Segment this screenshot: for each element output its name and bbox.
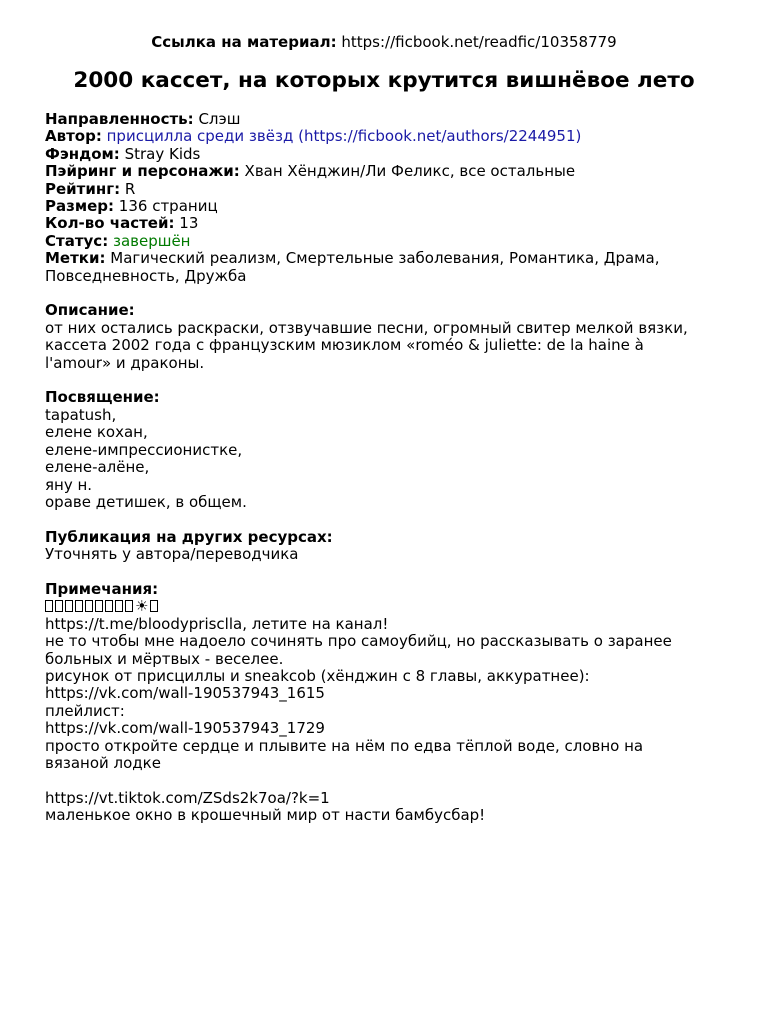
- sun-icon: ☀: [135, 597, 149, 616]
- fandom-row: [45, 146, 725, 163]
- notes-line: рисунок от присциллы и sneakcob (хёнджин с 8 главы, аккуратнее):: [45, 666, 590, 685]
- missing-glyph-box-icon: [125, 600, 133, 612]
- parts-row: [45, 215, 725, 232]
- rating-row: [45, 181, 725, 198]
- pairing-value: Хван Хёнджин/Ли Феликс, все остальные: [244, 162, 576, 181]
- status-row: [45, 233, 725, 250]
- notes-line: https://vk.com/wall-190537943_1729: [45, 719, 325, 738]
- notes-line: маленькое окно в крошечный мир от насти бамбусбар!: [45, 806, 486, 825]
- tags-value-line2: Повседневность, Дружба: [45, 266, 247, 285]
- missing-glyph-box-icon: [115, 600, 123, 612]
- parts-value: 13: [179, 214, 199, 233]
- spacer: [45, 772, 725, 789]
- author-row: [45, 128, 725, 145]
- status-label: Статус:: [45, 231, 109, 250]
- dedication-line: tapatush,: [45, 405, 117, 424]
- spacer: [45, 372, 725, 389]
- spacer: [45, 285, 725, 302]
- notes-label: Примечания:: [45, 579, 159, 598]
- missing-glyph-box-icon: [95, 600, 103, 612]
- publication-label: Публикация на других ресурсах:: [45, 527, 333, 546]
- tags-value-line1: Магический реализм, Смертельные заболевания, Романтика, Драма,: [110, 249, 660, 268]
- size-label: Размер:: [45, 197, 115, 216]
- missing-glyph-box-icon: [45, 600, 53, 612]
- notes-line: https://vk.com/wall-190537943_1615: [45, 684, 325, 703]
- pairing-label: Пэйринг и персонажи:: [45, 162, 240, 181]
- missing-glyph-row: [45, 598, 725, 615]
- rating-label: Рейтинг:: [45, 179, 121, 198]
- tags-row: [45, 250, 725, 267]
- direction-label: Направленность:: [45, 110, 194, 128]
- pairing-row: [45, 163, 725, 180]
- description-line: от них остались раскраски, отзвучавшие песни, огромный свитер мелкой вязки,: [45, 318, 688, 337]
- source-line: [0, 33, 768, 51]
- notes-line: https://t.me/bloodyprisclla, летите на канал!: [45, 614, 389, 633]
- work-title: 2000 кассет, на которых крутится вишнёвое лето: [73, 68, 695, 93]
- parts-label: Кол-во частей:: [45, 214, 175, 233]
- description-line: кассета 2002 года с французским мюзиклом «roméo & juliette: de la haine à: [45, 336, 644, 355]
- work-content: [45, 111, 725, 825]
- notes-line: больных и мёртвых - веселее.: [45, 649, 284, 668]
- description-line: l'amour» и драконы.: [45, 353, 205, 372]
- notes-line: плейлист:: [45, 701, 125, 720]
- missing-glyph-box-icon: [85, 600, 93, 612]
- notes-line: https://vt.tiktok.com/ZSds2k7oa/?k=1: [45, 788, 330, 807]
- dedication-line: елене-импрессионистке,: [45, 440, 243, 459]
- size-row: [45, 198, 725, 215]
- dedication-line: ораве детишек, в общем.: [45, 492, 247, 511]
- description-label: Описание:: [45, 301, 135, 320]
- spacer: [45, 564, 725, 581]
- dedication-line: елене кохан,: [45, 423, 148, 442]
- size-value: 136 страниц: [118, 197, 218, 216]
- missing-glyph-box-icon: [105, 600, 113, 612]
- missing-glyph-box-icon: [65, 600, 73, 612]
- author-label: Автор:: [45, 127, 102, 146]
- dedication-line: яну н.: [45, 475, 93, 494]
- publication-value: Уточнять у автора/переводчика: [45, 545, 299, 564]
- notes-line: не то чтобы мне надоело сочинять про самоубийц, но рассказывать о заранее: [45, 632, 672, 651]
- missing-glyph-box-icon: [75, 600, 83, 612]
- missing-glyph-box-icon: [150, 600, 158, 612]
- source-url[interactable]: https://ficbook.net/readfic/10358779: [341, 33, 617, 51]
- source-label: Ссылка на материал:: [151, 33, 337, 51]
- author-link[interactable]: присцилла среди звёзд (https://ficbook.net/authors/2244951): [106, 127, 582, 146]
- dedication-label: Посвящение:: [45, 388, 160, 407]
- spacer: [45, 511, 725, 528]
- notes-line: просто откройте сердце и плывите на нём по едва тёплой воде, словно на: [45, 736, 644, 755]
- direction-value: Слэш: [198, 110, 241, 128]
- fandom-value: Stray Kids: [124, 144, 201, 163]
- tags-label: Метки:: [45, 249, 106, 268]
- notes-line: вязаной лодке: [45, 753, 161, 772]
- fandom-label: Фэндом:: [45, 144, 120, 163]
- status-value: завершён: [112, 231, 191, 250]
- dedication-line: елене-алёне,: [45, 458, 150, 477]
- missing-glyph-box-icon: [55, 600, 63, 612]
- direction-row: [45, 111, 725, 128]
- rating-value: R: [124, 179, 136, 198]
